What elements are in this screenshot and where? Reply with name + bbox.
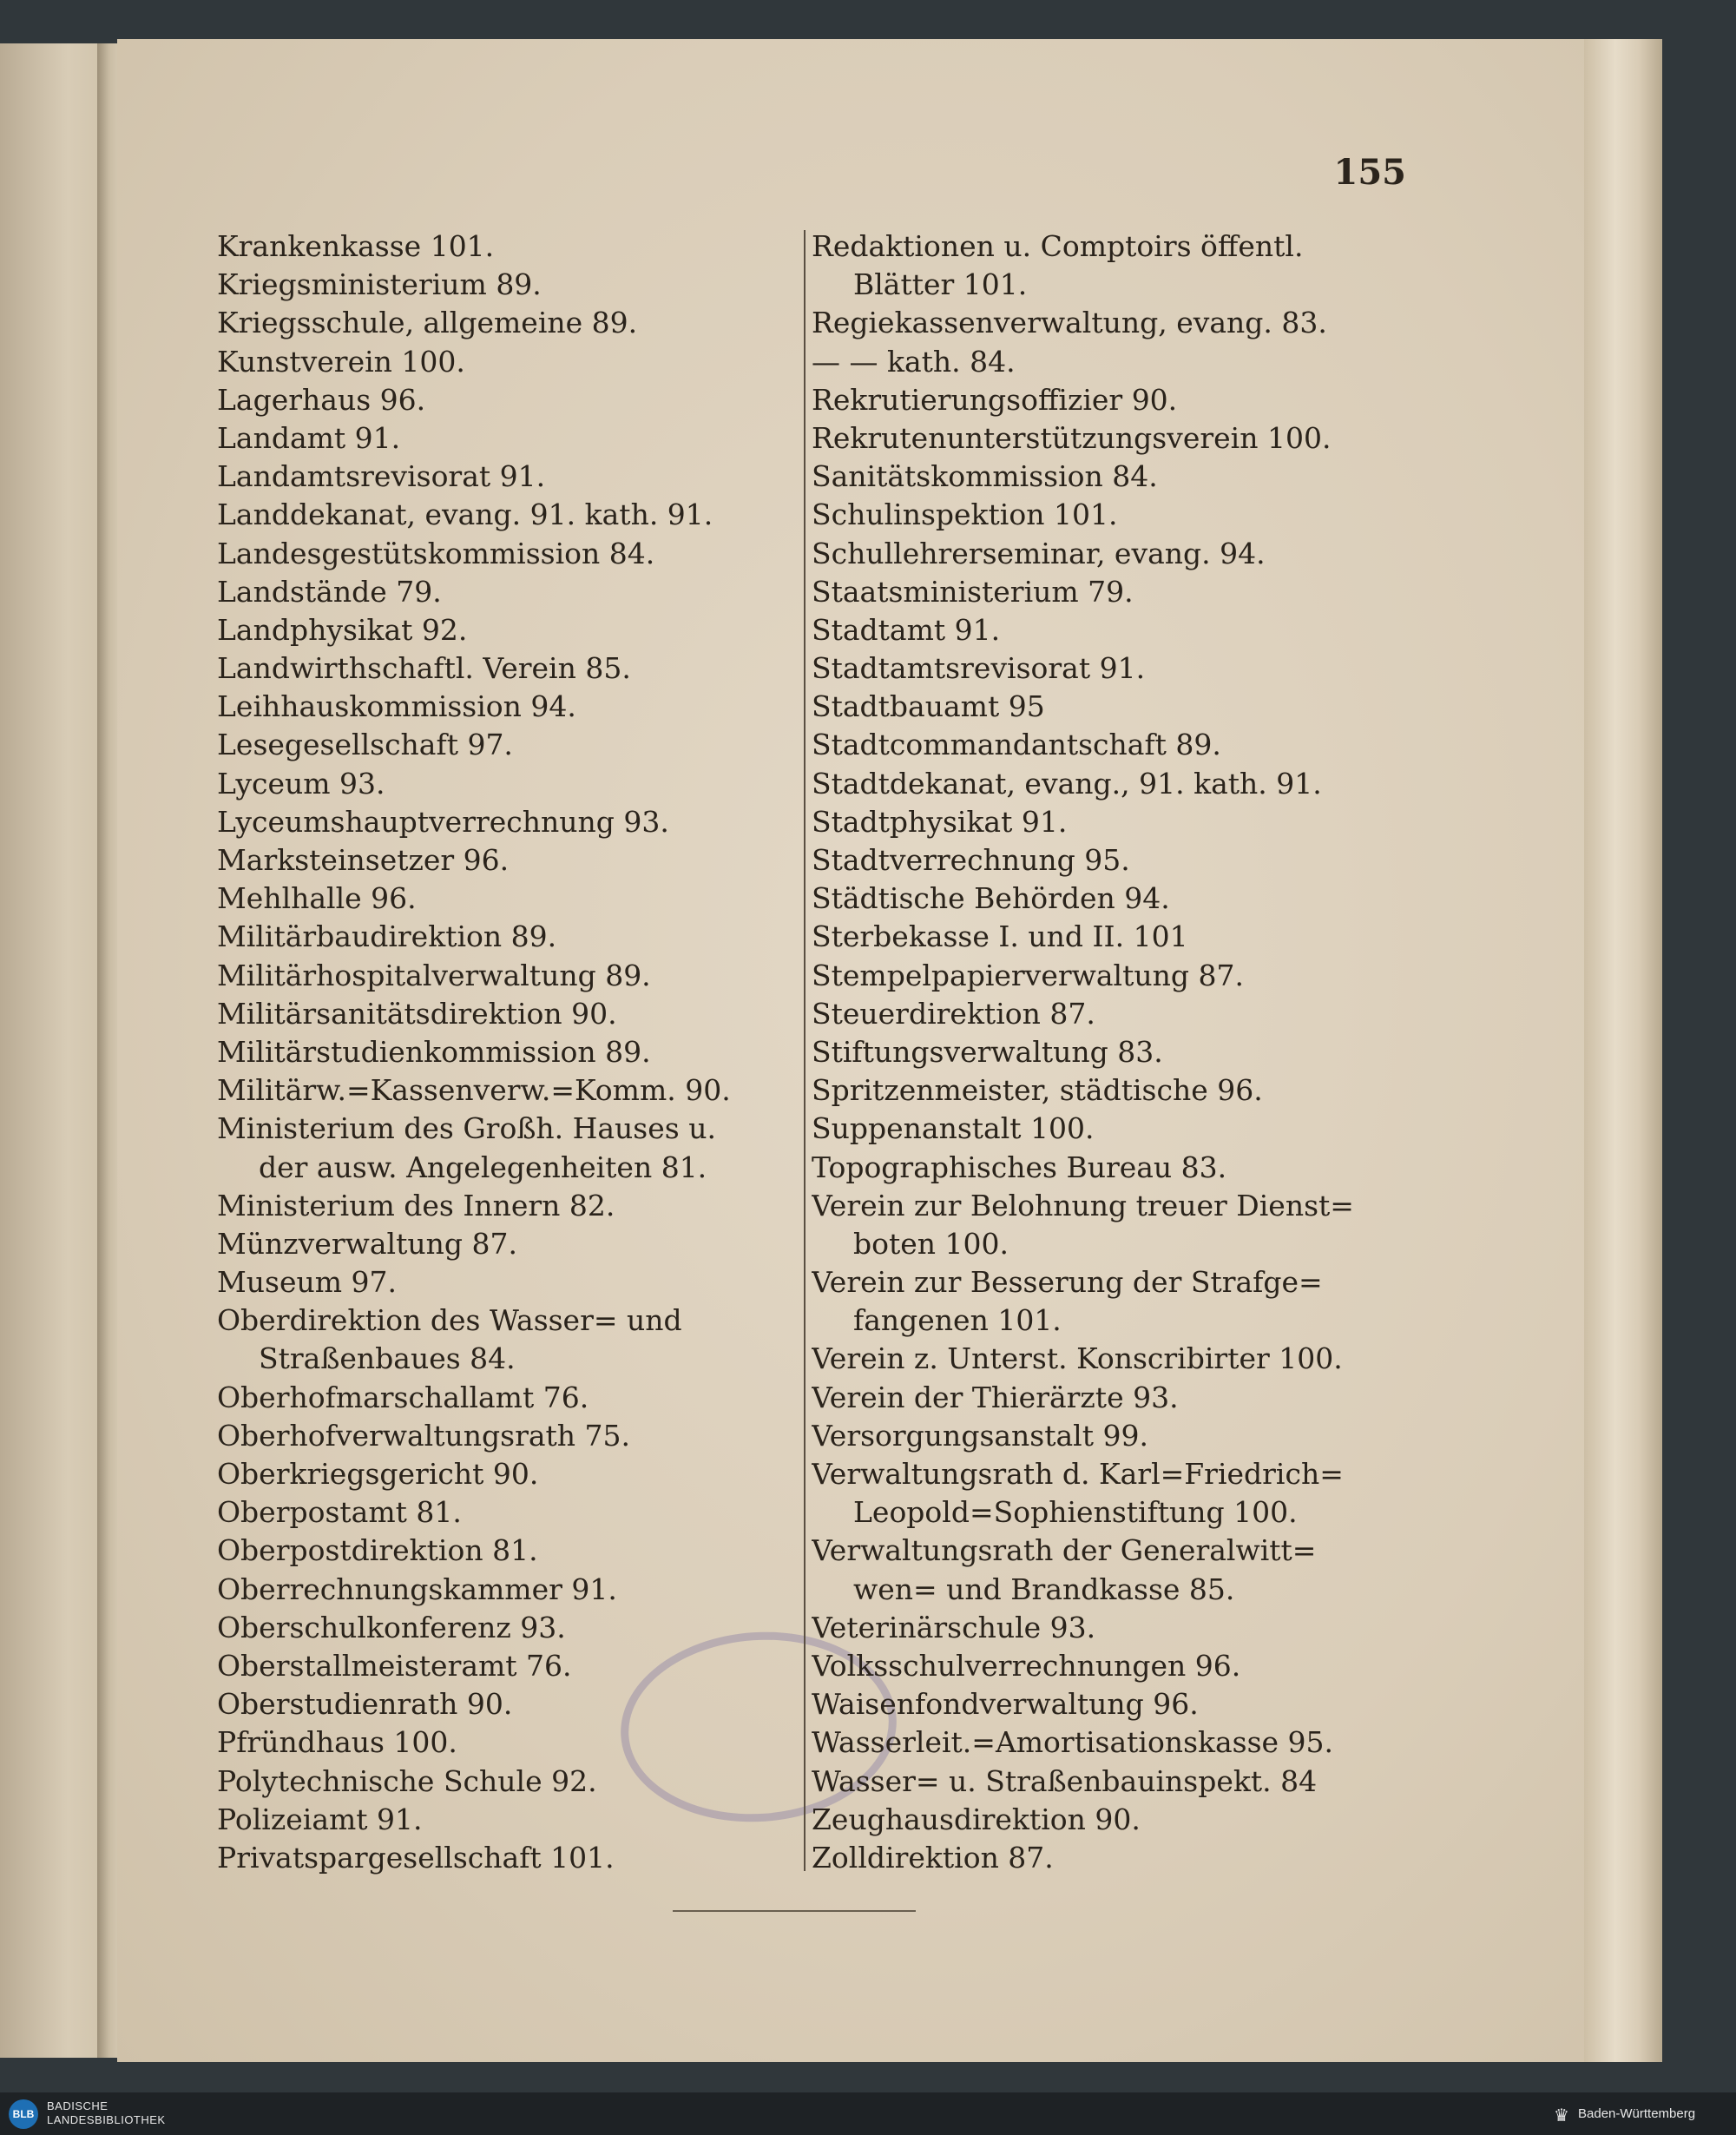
library-name-line2: LANDESBIBLIOTHEK [47, 2113, 166, 2126]
index-entry: Zeughausdirektion 90. [812, 1802, 1141, 1836]
index-entry: Topographisches Bureau 83. [812, 1150, 1227, 1184]
index-entry: Staatsministerium 79. [812, 574, 1134, 609]
index-entry: Landwirthschaftl. Verein 85. [217, 651, 631, 686]
index-entry: Stadtcommandantschaft 89. [812, 728, 1221, 762]
index-entry: Leopold=Sophienstiftung 100. [853, 1495, 1298, 1530]
index-entry: Landamtsrevisorat 91. [217, 459, 546, 494]
index-entry: Wasserleit.=Amortisationskasse 95. [812, 1725, 1334, 1760]
index-entry: Landphysikat 92. [217, 612, 468, 647]
state-name[interactable]: Baden-Württemberg [1578, 2106, 1696, 2121]
index-entry: Straßenbaues 84. [259, 1341, 516, 1376]
index-entry: Oberdirektion des Wasser= und [217, 1303, 682, 1338]
index-entry: Oberpostdirektion 81. [217, 1533, 538, 1568]
index-entry: Volksschulverrechnungen 96. [812, 1648, 1241, 1683]
index-entry: Verwaltungsrath der Generalwitt= [812, 1533, 1317, 1568]
index-entry: Oberhofmarschallamt 76. [217, 1380, 589, 1414]
index-entry: Leihhauskommission 94. [217, 689, 576, 724]
index-entry: Polytechnische Schule 92. [217, 1763, 597, 1798]
blb-logo-icon[interactable]: BLB [9, 2099, 38, 2129]
library-name-line1: BADISCHE [47, 2099, 108, 2112]
index-entry: Oberschulkonferenz 93. [217, 1610, 566, 1644]
index-entry: Stadtdekanat, evang., 91. kath. 91. [812, 766, 1322, 801]
index-entry: Ministerium des Innern 82. [217, 1188, 615, 1222]
index-column-right [812, 227, 1402, 1877]
index-column-left [217, 227, 807, 1877]
index-entry: Sanitätskommission 84. [812, 459, 1158, 494]
index-entry: Münzverwaltung 87. [217, 1226, 517, 1261]
index-entry: Stadtamt 91. [812, 612, 1001, 647]
index-entry: Landstände 79. [217, 574, 442, 609]
index-entry: Pfründhaus 100. [217, 1725, 457, 1760]
column-divider [804, 230, 806, 1871]
end-rule [673, 1910, 916, 1912]
index-entry: Kriegsministerium 89. [217, 267, 542, 302]
index-entry: Krankenkasse 101. [217, 229, 495, 263]
index-entry: boten 100. [853, 1226, 1009, 1261]
index-entry: Steuerdirektion 87. [812, 996, 1095, 1031]
index-entry: Versorgungsanstalt 99. [812, 1418, 1148, 1453]
index-entry: Lesegesellschaft 97. [217, 728, 513, 762]
index-entry: Lyceumshauptverrechnung 93. [217, 804, 669, 839]
index-entry: Oberstudienrath 90. [217, 1687, 513, 1722]
index-entry: Verein zur Besserung der Strafge= [812, 1265, 1323, 1300]
page-stack-edge [1584, 39, 1662, 2062]
index-entry: Verein zur Belohnung treuer Dienst= [812, 1188, 1354, 1222]
index-entry: Museum 97. [217, 1265, 398, 1300]
index-entry: Stiftungsverwaltung 83. [812, 1034, 1163, 1069]
index-entry: Polizeiamt 91. [217, 1802, 423, 1836]
index-entry: Stadtbauamt 95 [812, 689, 1045, 724]
index-entry: Militärsanitätsdirektion 90. [217, 996, 617, 1031]
viewer-footer [0, 2092, 1736, 2135]
index-entry: Rekrutenunterstützungsverein 100. [812, 420, 1332, 455]
index-entry: Kriegsschule, allgemeine 89. [217, 306, 638, 340]
index-entry: Oberpostamt 81. [217, 1495, 462, 1530]
index-entry: Waisenfondverwaltung 96. [812, 1687, 1199, 1722]
lions-crest-icon: ♛ [1554, 2105, 1569, 2125]
index-entry: Regiekassenverwaltung, evang. 83. [812, 306, 1327, 340]
left-page-edge [0, 43, 113, 2058]
index-entry: Lagerhaus 96. [217, 382, 426, 417]
index-entry: Rekrutierungsoffizier 90. [812, 382, 1178, 417]
index-entry: Kunstverein 100. [217, 344, 465, 379]
library-name[interactable] [47, 2099, 166, 2127]
index-entry: Redaktionen u. Comptoirs öffentl. [812, 229, 1304, 263]
index-entry: Militärstudienkommission 89. [217, 1034, 651, 1069]
index-entry: Stadtverrechnung 95. [812, 843, 1130, 877]
index-entry: Landamt 91. [217, 420, 401, 455]
index-entry: Zolldirektion 87. [812, 1840, 1054, 1875]
index-entry: Oberhofverwaltungsrath 75. [217, 1418, 631, 1453]
index-entry: Ministerium des Großh. Hauses u. [217, 1111, 716, 1146]
index-entry: Militärbaudirektion 89. [217, 919, 557, 954]
index-entry: Stadtphysikat 91. [812, 804, 1068, 839]
index-entry: Marksteinsetzer 96. [217, 843, 510, 877]
index-entry: Blätter 101. [853, 267, 1028, 302]
index-entry: Militärhospitalverwaltung 89. [217, 958, 651, 992]
index-entry: Stempelpapierverwaltung 87. [812, 958, 1244, 992]
index-entry: Privatspargesellschaft 101. [217, 1840, 615, 1875]
index-entry: Oberkriegsgericht 90. [217, 1457, 539, 1491]
index-entry: Landesgestütskommission 84. [217, 536, 655, 570]
index-entry: Verein z. Unterst. Konscribirter 100. [812, 1341, 1343, 1376]
index-entry: Stadtamtsrevisorat 91. [812, 651, 1146, 686]
index-entry: fangenen 101. [853, 1303, 1062, 1338]
index-entry: Landdekanat, evang. 91. kath. 91. [217, 498, 713, 532]
index-entry: Schullehrerseminar, evang. 94. [812, 536, 1266, 570]
index-entry: Oberstallmeisteramt 76. [217, 1648, 572, 1683]
index-entry: wen= und Brandkasse 85. [853, 1572, 1235, 1606]
page-number: 155 [1333, 152, 1406, 193]
index-entry: Lyceum 93. [217, 766, 385, 801]
index-entry: Spritzenmeister, städtische 96. [812, 1073, 1263, 1108]
index-entry: Verwaltungsrath d. Karl=Friedrich= [812, 1457, 1344, 1491]
index-entry: Veterinärschule 93. [812, 1610, 1096, 1644]
index-entry: Suppenanstalt 100. [812, 1111, 1095, 1146]
index-entry: — — kath. 84. [812, 344, 1016, 379]
index-entry: Mehlhalle 96. [217, 881, 417, 916]
index-entry: Oberrechnungskammer 91. [217, 1572, 617, 1606]
index-entry: Verein der Thierärzte 93. [812, 1380, 1179, 1414]
index-entry: Militärw.=Kassenverw.=Komm. 90. [217, 1073, 731, 1108]
index-entry: Städtische Behörden 94. [812, 881, 1170, 916]
index-entry: Schulinspektion 101. [812, 498, 1118, 532]
index-entry: Sterbekasse I. und II. 101 [812, 919, 1188, 954]
index-entry: der ausw. Angelegenheiten 81. [259, 1150, 707, 1184]
index-entry: Wasser= u. Straßenbauinspekt. 84 [812, 1763, 1318, 1798]
